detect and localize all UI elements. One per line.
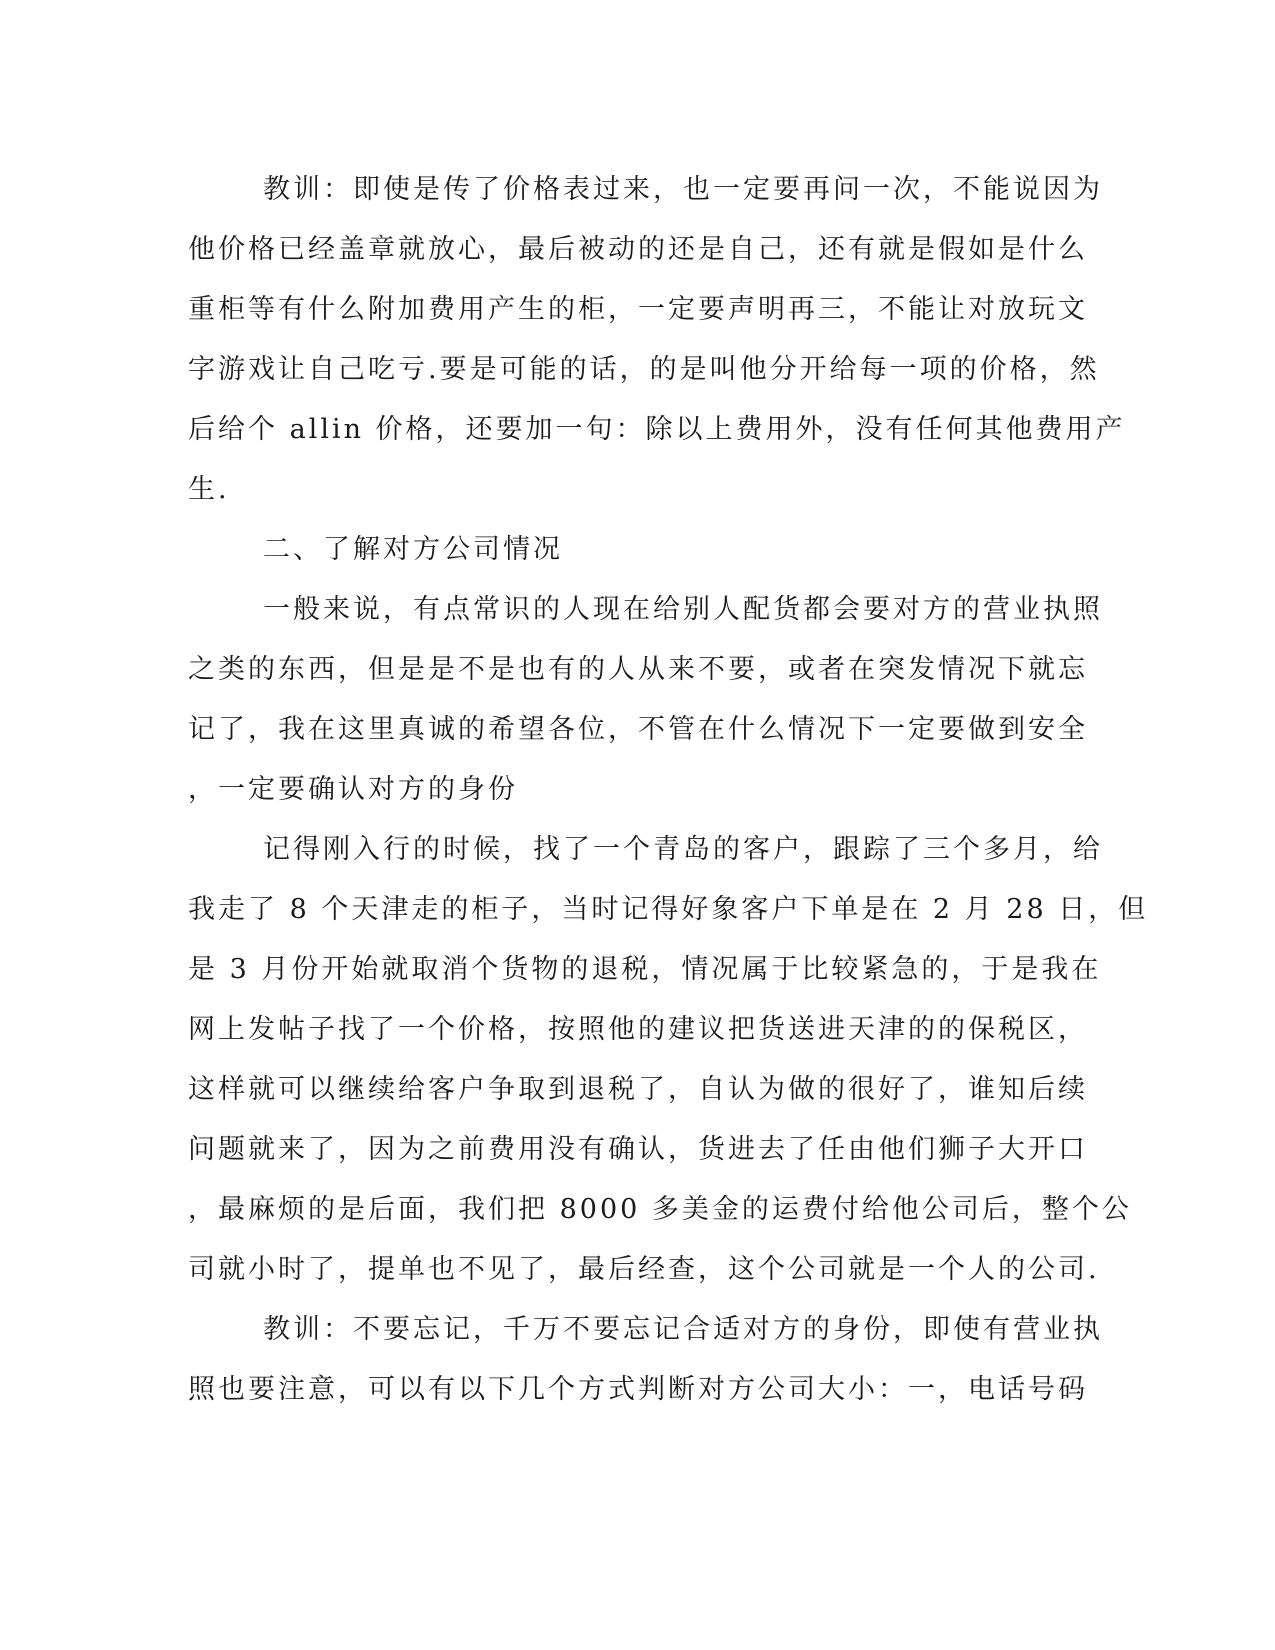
paragraph-line: 我走了 8 个天津走的柜子，当时记得好象客户下单是在 2 月 28 日，但 xyxy=(188,894,1149,925)
paragraph-line: 教训：不要忘记，千万不要忘记合适对方的身份，即使有营业执 xyxy=(263,1314,1103,1345)
document-body xyxy=(188,160,1149,1420)
paragraph-line: 生. xyxy=(188,474,230,505)
paragraph-line: 字游戏让自己吃亏.要是可能的话，的是叫他分开给每一项的价格，然 xyxy=(188,354,1100,385)
paragraph-line: 照也要注意，可以有以下几个方式判断对方公司大小：一，电话号码 xyxy=(188,1374,1088,1405)
paragraph-line: 后给个 allin 价格，还要加一句：除以上费用外，没有任何其他费用产 xyxy=(188,414,1126,445)
paragraph-line: ，最麻烦的是后面，我们把 8000 多美金的运费付给他公司后，整个公 xyxy=(188,1194,1132,1225)
paragraph-line: 这样就可以继续给客户争取到退税了，自认为做的很好了，谁知后续 xyxy=(188,1074,1088,1105)
paragraph-line: 司就小时了，提单也不见了，最后经查，这个公司就是一个人的公司. xyxy=(188,1254,1100,1285)
paragraph-line: 教训：即使是传了价格表过来，也一定要再问一次，不能说因为 xyxy=(263,174,1103,205)
paragraph-line: 记得刚入行的时候，找了一个青岛的客户，跟踪了三个多月，给 xyxy=(263,834,1103,865)
paragraph-line: 之类的东西，但是是不是也有的人从来不要，或者在突发情况下就忘 xyxy=(188,654,1088,685)
paragraph-line: 一般来说，有点常识的人现在给别人配货都会要对方的营业执照 xyxy=(263,594,1103,625)
paragraph-line: 他价格已经盖章就放心，最后被动的还是自己，还有就是假如是什么 xyxy=(188,234,1088,265)
paragraph-line: 是 3 月份开始就取消个货物的退税，情况属于比较紧急的，于是我在 xyxy=(188,954,1102,985)
paragraph-line: 网上发帖子找了一个价格，按照他的建议把货送进天津的的保税区， xyxy=(188,1014,1088,1045)
paragraph-line: 重柜等有什么附加费用产生的柜，一定要声明再三，不能让对放玩文 xyxy=(188,294,1088,325)
paragraph-line: ，一定要确认对方的身份 xyxy=(188,774,518,805)
paragraph-line: 问题就来了，因为之前费用没有确认，货进去了任由他们狮子大开口 xyxy=(188,1134,1088,1165)
section-heading: 二、了解对方公司情况 xyxy=(263,534,563,565)
paragraph-line: 记了，我在这里真诚的希望各位，不管在什么情况下一定要做到安全 xyxy=(188,714,1088,745)
